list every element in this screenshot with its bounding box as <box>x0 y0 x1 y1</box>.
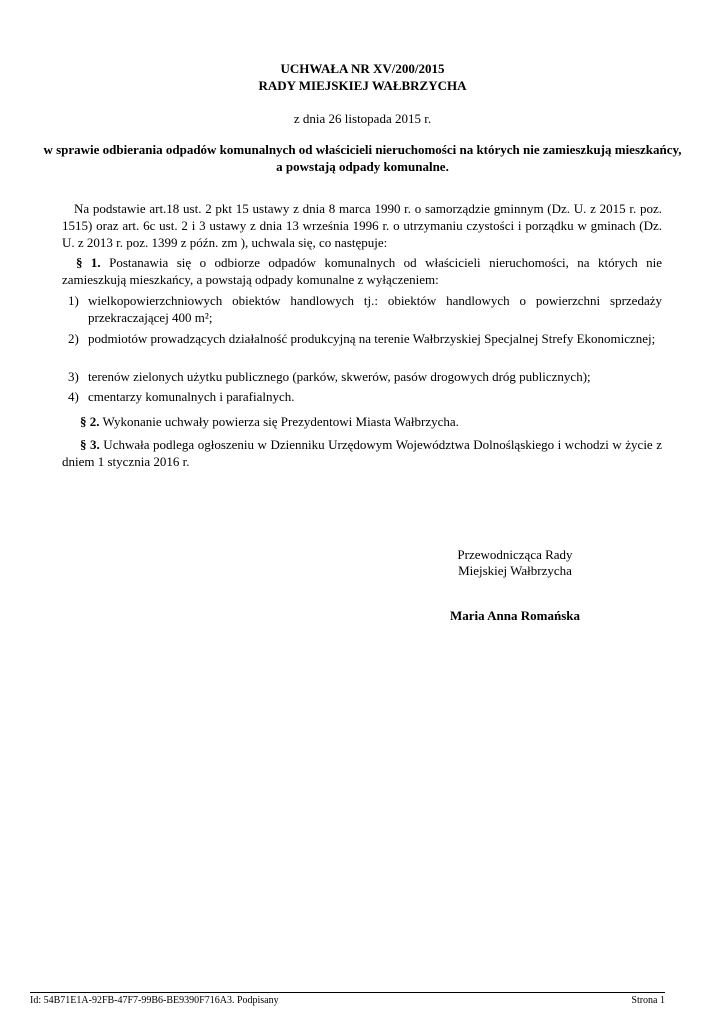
resolution-title <box>0 60 725 94</box>
list-item <box>62 388 662 405</box>
resolution-subject: w sprawie odbierania odpadów komunalnych od właścicieli nieruchomości na których nie zamieszkują mieszkańcy, a powstają odpady komunalne. <box>43 142 682 174</box>
list-item <box>62 292 662 326</box>
section-1 <box>62 254 662 288</box>
list-item-text: terenów zielonych użytku publicznego (parków, skwerów, pasów drogowych dróg publicznych); <box>88 369 591 384</box>
list-item-number: 4) <box>68 389 79 404</box>
section-3-label: § 3. <box>80 437 100 452</box>
legal-basis-paragraph: Na podstawie art.18 ust. 2 pkt 15 ustawy z dnia 8 marca 1990 r. o samorządzie gminnym (Dz. U. z 2015 r. poz. 1515) oraz art. 6c ust. 2 i 3 ustawy z dnia 13 września 1996 r. o utrzymaniu czystości i porządku w gminach (Dz. U. z 2013 r. poz. 1399 z późn. zm ), uchwala się, co następuje: <box>62 201 662 250</box>
footer-divider <box>30 992 665 993</box>
list-item-number: 2) <box>68 331 79 346</box>
page-number: Strona 1 <box>631 995 665 1006</box>
section-3-text: Uchwała podlega ogłoszeniu w Dzienniku Urzędowym Województwa Dolnośląskiego i wchodzi w życie z dniem 1 stycznia 2016 r. <box>62 437 663 469</box>
resolution-date: z dnia 26 listopada 2015 r. <box>293 111 432 126</box>
section-3 <box>62 436 662 470</box>
signatory-name: Maria Anna Romańska <box>449 608 581 623</box>
document-id: Id: 54B71E1A-92FB-47F7-99B6-BE9390F716A3. Podpisany <box>30 995 279 1006</box>
signatory-role-line-1: Przewodnicząca Rady <box>457 547 573 562</box>
section-1-label: § 1. <box>76 255 101 270</box>
title-line-1: UCHWAŁA NR XV/200/2015 <box>280 61 445 76</box>
list-item <box>62 368 662 385</box>
section-2-label: § 2. <box>80 414 100 429</box>
signatory-role-line-2: Miejskiej Wałbrzycha <box>458 563 572 578</box>
list-item <box>62 330 662 347</box>
section-1-text: Postanawia się o odbiorze odpadów komunalnych od właścicieli nieruchomości, na których nie zamieszkują mieszkańcy, a powstają odpady komunalne z wyłączeniem: <box>62 255 662 287</box>
list-item-text: cmentarzy komunalnych i parafialnych. <box>88 389 295 404</box>
signatory-role <box>430 547 600 579</box>
section-2-text: Wykonanie uchwały powierza się Prezydentowi Miasta Wałbrzycha. <box>99 414 459 429</box>
list-item-text: wielkopowierzchniowych obiektów handlowych tj.: obiektów handlowych o powierzchni sprzedaży przekraczającej 400 m²; <box>88 293 662 325</box>
list-item-number: 3) <box>68 369 79 384</box>
list-item-number: 1) <box>68 293 79 308</box>
title-line-2: RADY MIEJSKIEJ WAŁBRZYCHA <box>258 78 467 93</box>
list-item-text: podmiotów prowadzących działalność produkcyjną na terenie Wałbrzyskiej Specjalnej Strefy Ekonomicznej; <box>88 331 656 346</box>
section-2 <box>62 413 662 430</box>
